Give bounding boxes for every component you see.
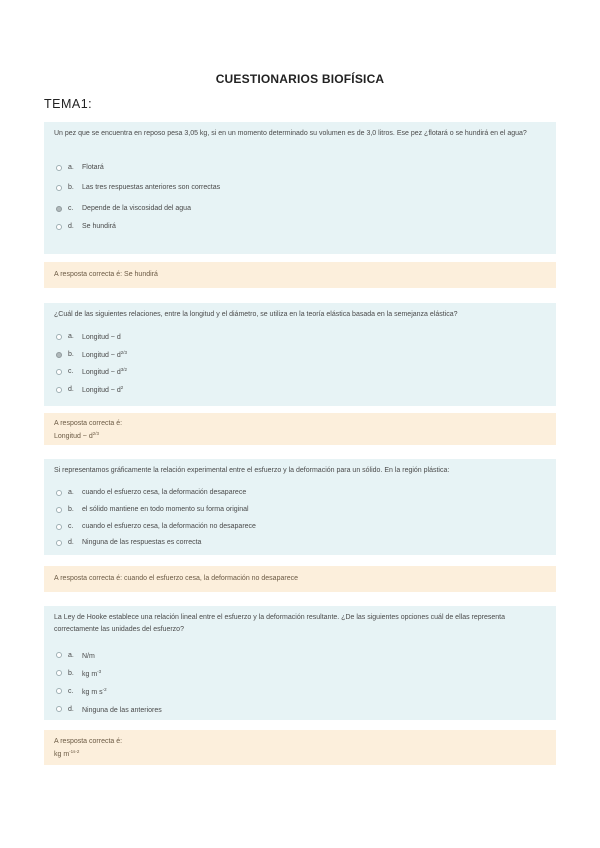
option-text: cuando el esfuerzo cesa, la deformación no desaparece [82,523,256,530]
option-letter: a. [68,164,74,171]
option-letter: d. [68,539,74,546]
answer-text [54,419,122,442]
option-letter: c. [68,687,74,695]
option-item[interactable] [56,331,121,343]
answer-value: Longitud ~ $d^{2/3}$ [54,431,99,440]
question-box [44,606,556,720]
option-text: Las tres respuestas anteriores son correctas [82,184,221,191]
option-item[interactable] [56,162,104,174]
option-letter: a. [68,333,74,340]
option-item[interactable] [56,667,101,679]
radio-button[interactable] [56,688,62,694]
option-item[interactable] [56,487,246,499]
option-item[interactable] [56,182,220,194]
radio-button-checked[interactable] [56,352,62,358]
option-letter: c. [68,368,74,375]
option-letter: d. [68,223,74,230]
answer-text [54,737,122,760]
option-letter: c. [68,205,74,212]
option-letter: d. [68,386,74,393]
option-text: el sólido mantiene en todo momento su forma original [82,506,249,513]
option-text: kg $m^{-3}$ [82,668,102,678]
option-letter: b. [68,351,74,358]
radio-button[interactable] [56,540,62,546]
answer-text: A resposta correcta é: cuando el esfuerzo cesa, la deformación no desaparece [54,575,298,582]
option-text: Longitud ~ $d^2$ [82,385,124,394]
answer-box [44,413,556,445]
option-letter: a. [68,489,74,496]
option-text: kg m $s^{-2}$ [82,686,107,696]
question-text: Si representamos gráficamente la relación experimental entre el esfuerzo y la deformación para un sólido. En la región plástica: [54,467,450,474]
option-text: Flotará [82,164,104,171]
option-text: Se hundirá [82,223,116,230]
answer-value: kg $m^{-1s-2}$ [54,749,80,758]
question-text: Un pez que se encuentra en reposo pesa 3,05 kg, si en un momento determinado su volumen es de 3,0 litros. Ese pez ¿flotará o se hundirá en el agua? [54,130,527,137]
question-text: La Ley de Hooke establece una relación lineal entre el esfuerzo y la deformación resultante. ¿De las siguientes opciones cuál de ellas representa correctamente las unidades del esfuerzo? [54,614,505,633]
option-item[interactable] [56,349,127,361]
radio-button[interactable] [56,165,62,171]
option-item[interactable] [56,649,95,661]
option-item[interactable] [56,384,123,396]
radio-button[interactable] [56,507,62,513]
radio-button-checked[interactable] [56,206,62,212]
option-text: N/m [82,652,95,660]
answer-label: A resposta correcta é: [54,420,123,427]
section-title: TEMA1: [44,97,93,111]
question-box [44,459,556,555]
radio-button[interactable] [56,706,62,712]
answer-label: A resposta correcta é: [54,738,123,745]
option-text: Longitud ~ $d^{3/2}$ [82,367,127,376]
option-text: Depende de la viscosidad del agua [82,205,191,212]
option-item[interactable] [56,703,162,715]
radio-button[interactable] [56,387,62,393]
option-item[interactable] [56,203,191,215]
option-item[interactable] [56,521,256,533]
option-item[interactable] [56,537,201,549]
option-text: cuando el esfuerzo cesa, la deformación desaparece [82,489,247,496]
answer-text: A resposta correcta é: Se hundirá [54,271,158,278]
option-item[interactable] [56,504,249,516]
answer-box [44,566,556,592]
question-text: ¿Cuál de las siguientes relaciones, entre la longitud y el diámetro, se utiliza en la teoría elástica basada en la semejanza elástica? [54,311,458,318]
radio-button[interactable] [56,524,62,530]
radio-button[interactable] [56,369,62,375]
option-letter: a. [68,651,74,659]
radio-button[interactable] [56,490,62,496]
radio-button[interactable] [56,224,62,230]
option-text: Longitud ~ $d^{2/3}$ [82,350,127,359]
option-item[interactable] [56,366,127,378]
question-box [44,122,556,254]
radio-button[interactable] [56,334,62,340]
radio-button[interactable] [56,652,62,658]
radio-button[interactable] [56,670,62,676]
option-letter: c. [68,523,74,530]
document-title: CUESTIONARIOS BIOFÍSICA [215,72,385,86]
question-box [44,303,556,406]
radio-button[interactable] [56,185,62,191]
option-text: Ninguna de las anteriores [82,706,162,714]
option-letter: b. [68,669,74,677]
option-item[interactable] [56,685,107,697]
option-letter: b. [68,506,74,513]
answer-box [44,262,556,288]
option-letter: b. [68,184,74,191]
option-letter: d. [68,705,74,713]
option-text: Ninguna de las respuestas es correcta [82,539,202,546]
option-item[interactable] [56,221,116,233]
answer-box [44,730,556,765]
option-text: Longitud ~ d [82,334,121,341]
